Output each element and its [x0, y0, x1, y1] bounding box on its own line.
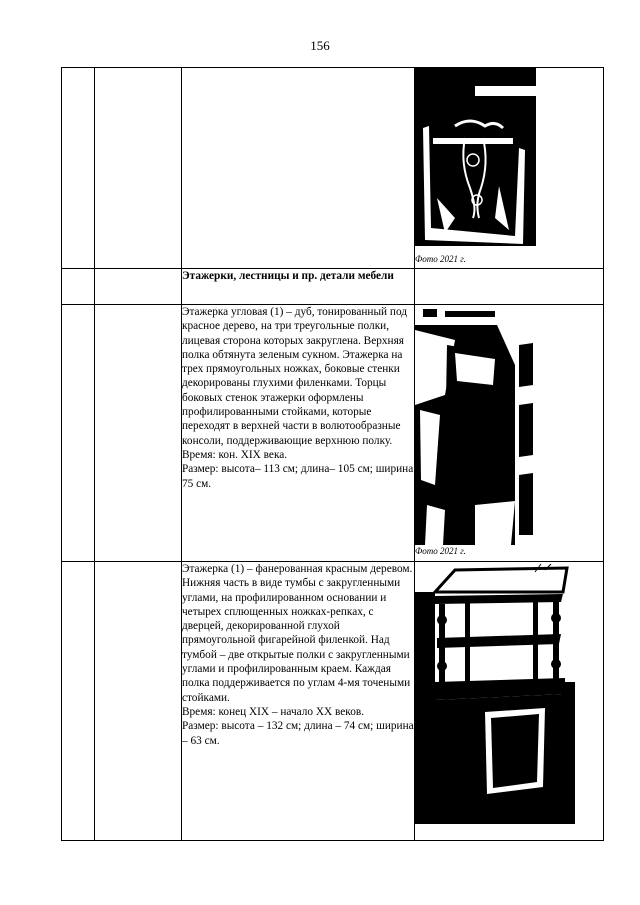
number-cell	[62, 269, 95, 305]
photo-cell	[415, 562, 604, 841]
item-date: Время: кон. XIX века.	[182, 448, 288, 461]
description-cell	[182, 68, 415, 269]
photo-cell	[415, 305, 604, 562]
inventory-id-cell	[95, 269, 182, 305]
page-number: 156	[310, 38, 330, 53]
inventory-id-cell	[95, 562, 182, 841]
table-row	[62, 305, 604, 562]
description-cell	[182, 562, 415, 841]
item-size: Размер: высота– 113 см; длина– 105 см; ширина 75 см.	[182, 463, 414, 490]
item-description: Этажерка (1) – фанерованная красным деревом. Нижняя часть в виде тумбы с закругленными углами, на профилированном основании и четырех сплющенных ножках-репках, с дверцей, декорированной глухой прямоугольной фигарейной филенкой. Над тумбой – две открытые полки с закругленными углами и профилированным краем. Каждая полка поддерживается по углам 4-мя точеными стойками.	[182, 563, 413, 704]
table-row	[62, 68, 604, 269]
item-description: Этажерка угловая (1) – дуб, тонированный под красное дерево, на три треугольные полки, лицевая сторона которых закруглена. Верхняя полка обтянута зеленым сукном. Этажерка на трех прямоугольных ножках, боковые стенки декорированы глухими филенками. Торцы боковых стенок этажерки оформлены профилированными стойками, которые переходят в верхней части в волютообразные консоли, поддерживающие верхнюю полку.	[182, 306, 408, 447]
chandelier-photo	[415, 68, 536, 253]
section-row	[62, 269, 604, 305]
table-row	[62, 562, 604, 841]
photo-caption: Фото 2021 г.	[415, 254, 466, 264]
inventory-id-cell	[95, 305, 182, 562]
item-size: Размер: высота – 132 см; длина – 74 см; ширина – 63 см.	[182, 720, 414, 747]
number-cell	[62, 68, 95, 269]
photo-caption: Фото 2021 г.	[415, 546, 466, 556]
corner-shelf-photo	[415, 305, 537, 545]
item-date: Время: конец XIX – начало XX веков.	[182, 705, 365, 718]
inventory-id-cell	[95, 68, 182, 269]
whatnot-photo	[415, 562, 575, 824]
inventory-table	[61, 67, 604, 841]
section-title: Этажерки, лестницы и пр. детали мебели	[182, 269, 415, 305]
photo-cell	[415, 269, 604, 305]
description-cell	[182, 305, 415, 562]
number-cell	[62, 305, 95, 562]
photo-cell	[415, 68, 604, 269]
number-cell	[62, 562, 95, 841]
